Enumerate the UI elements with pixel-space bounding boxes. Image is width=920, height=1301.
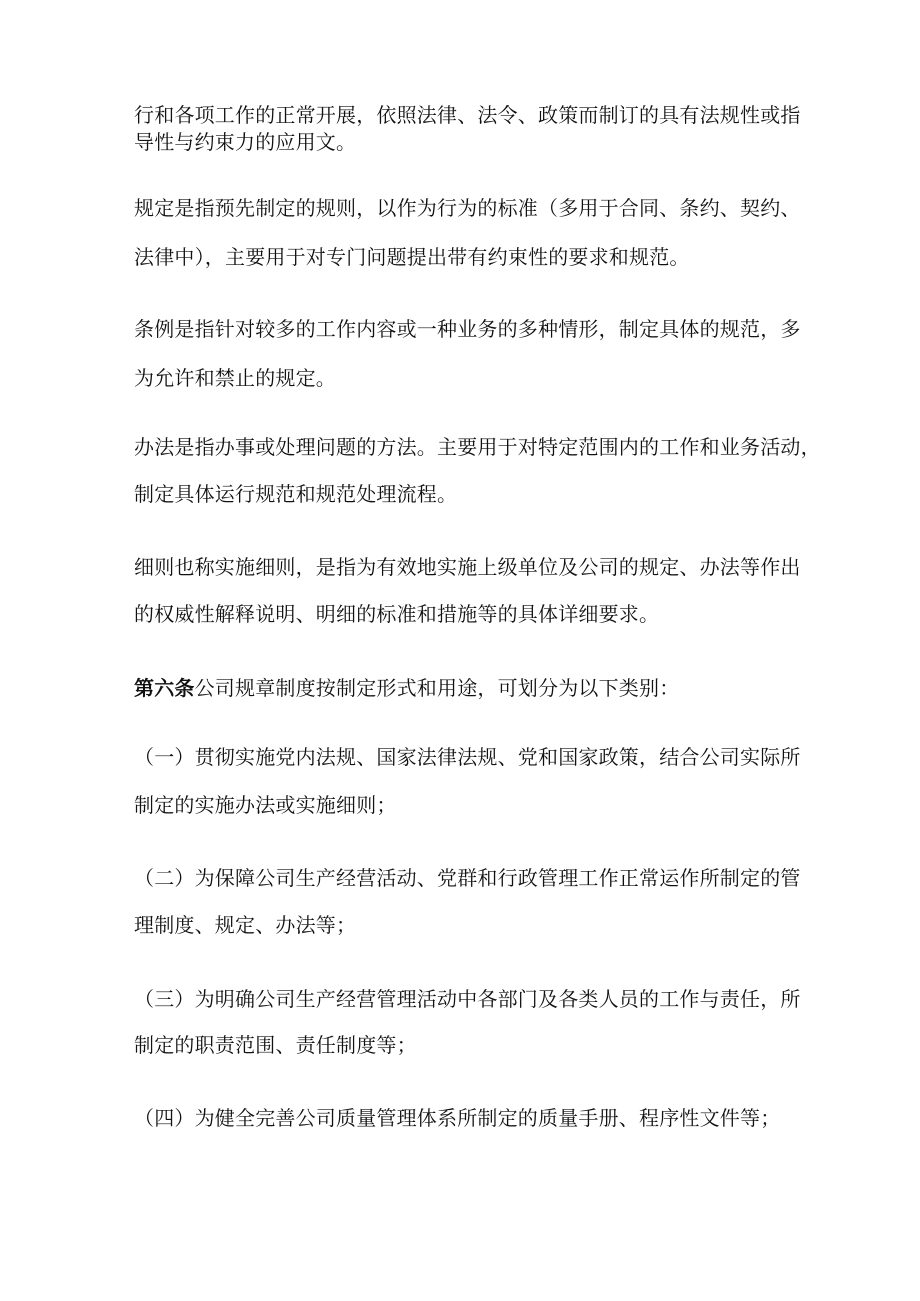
list-item-line: （一）贯彻实施党内法规、国家法律法规、党和国家政策，结合公司实际所 <box>134 745 801 769</box>
paragraph-line: 条例是指针对较多的工作内容或一种业务的多种情形，制定具体的规范，多 <box>134 317 801 341</box>
paragraph-line: 制定具体运行规范和规范处理流程。 <box>134 482 458 506</box>
list-item-line: （二）为保障公司生产经营活动、党群和行政管理工作正常运作所制定的管 <box>134 866 801 890</box>
list-item-line: （四）为健全完善公司质量管理体系所制定的质量手册、程序性文件等； <box>134 1106 781 1130</box>
article-6-label: 第六条 <box>134 676 195 700</box>
paragraph-line: 导性与约束力的应用文。 <box>134 130 357 154</box>
paragraph-line: 办法是指办事或处理问题的方法。主要用于对特定范围内的工作和业务活动， <box>134 435 821 459</box>
paragraph-line: 法律中），主要用于对专门问题提出带有约束性的要求和规范。 <box>134 245 690 269</box>
list-item-line: 理制度、规定、办法等； <box>134 913 357 937</box>
paragraph-line: 规定是指预先制定的规则，以作为行为的标准（多用于合同、条约、契约、 <box>134 196 801 220</box>
list-item-line: 制定的职责范围、责任制度等； <box>134 1033 417 1057</box>
list-item-line: 制定的实施办法或实施细则； <box>134 793 397 817</box>
article-6-text: 公司规章制度按制定形式和用途，可划分为以下类别： <box>194 676 680 700</box>
article-6-line <box>134 674 814 702</box>
paragraph-line: 为允许和禁止的规定。 <box>134 366 336 390</box>
paragraph-line: 的权威性解释说明、明细的标准和措施等的具体详细要求。 <box>134 602 660 626</box>
paragraph-line: 细则也称实施细则，是指为有效地实施上级单位及公司的规定、办法等作出 <box>134 555 801 579</box>
list-item-line: （三）为明确公司生产经营管理活动中各部门及各类人员的工作与责任，所 <box>134 987 801 1011</box>
paragraph-line: 行和各项工作的正常开展，依照法律、法令、政策而制订的具有法规性或指 <box>134 103 801 127</box>
